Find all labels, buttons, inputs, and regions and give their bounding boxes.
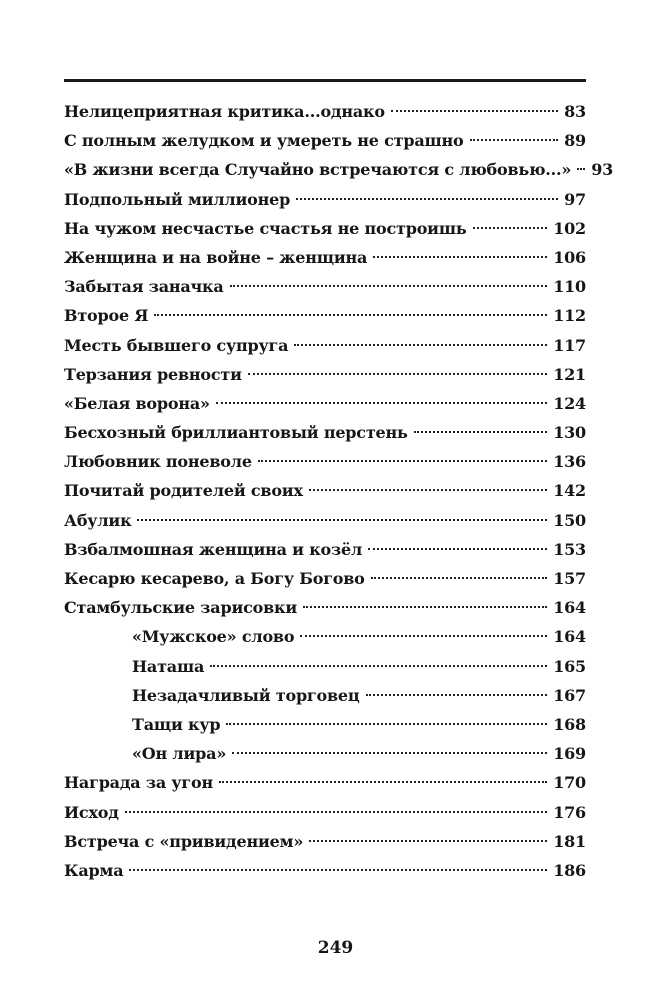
dot-leader [414, 431, 547, 433]
toc-entry [64, 418, 586, 447]
toc-entry-page: 117 [553, 335, 586, 355]
toc-entry [64, 856, 586, 885]
dot-leader [309, 840, 547, 842]
toc-entry-title: Встреча с «привидением» [64, 831, 304, 851]
toc-entry-title: Любовник поневоле [64, 452, 252, 472]
toc-entry-page: 176 [553, 802, 586, 822]
toc-entry-page: 186 [553, 860, 586, 880]
toc-entry [64, 768, 586, 797]
toc-entry [64, 593, 586, 622]
toc-entry [64, 155, 614, 184]
dot-leader [303, 606, 547, 608]
toc-entry-title: Почитай родителей своих [64, 481, 303, 501]
toc-entry [64, 185, 586, 214]
toc-entry-title: Взбалмошная женщина и козёл [64, 539, 363, 559]
dot-leader [294, 344, 547, 346]
header-rule [64, 79, 586, 82]
toc-entry-page: 121 [553, 364, 586, 384]
toc-entry-title: Награда за угон [64, 773, 214, 793]
toc-entry-title: Незадачливый торговец [132, 685, 360, 705]
toc-entry-page: 97 [564, 189, 586, 209]
dot-leader [368, 548, 547, 550]
dot-leader [371, 577, 548, 579]
dot-leader [391, 110, 558, 112]
dot-leader [248, 373, 547, 375]
toc-entry-title: Исход [64, 802, 119, 822]
toc-entry [64, 331, 586, 360]
toc-entry-title: Тащи кур [132, 714, 221, 734]
dot-leader [309, 489, 547, 491]
toc-entry-title: С полным желудком и умереть не страшно [64, 131, 464, 151]
toc-entry-title: Нелицеприятная критика...однако [64, 102, 385, 121]
toc-entry-title: Терзания ревности [64, 364, 242, 384]
dot-leader [470, 139, 559, 141]
toc-entry-title: Стамбульские зарисовки [64, 598, 298, 618]
toc-subentry [64, 739, 586, 768]
dot-leader [230, 285, 548, 287]
toc-entry-page: 112 [553, 306, 586, 326]
toc-entry-page: 165 [553, 656, 586, 676]
table-of-contents [64, 97, 614, 885]
toc-subentry [64, 622, 586, 651]
toc-entry [64, 272, 586, 301]
toc-entry-title: Абулик [64, 510, 132, 530]
dot-leader [210, 665, 547, 667]
toc-entry-title: «В жизни всегда Случайно встречаются с любовью...» [64, 160, 572, 180]
toc-entry-page: 142 [553, 481, 586, 501]
toc-entry [64, 447, 586, 476]
dot-leader [258, 460, 547, 462]
toc-entry-title: Женщина и на войне – женщина [64, 247, 368, 267]
dot-leader [473, 227, 548, 229]
toc-entry [64, 97, 586, 126]
toc-entry-page: 168 [553, 714, 586, 734]
toc-entry-page: 170 [553, 773, 586, 793]
toc-subentry [64, 681, 586, 710]
toc-entry [64, 243, 586, 272]
toc-entry [64, 535, 586, 564]
toc-entry [64, 476, 586, 505]
toc-entry-title: Бесхозный бриллиантовый перстень [64, 423, 408, 443]
dot-leader [577, 168, 585, 170]
toc-entry [64, 389, 586, 418]
toc-entry-page: 93 [591, 160, 614, 180]
toc-entry-page: 150 [553, 510, 586, 530]
toc-entry-page: 157 [553, 569, 586, 588]
toc-entry-title: Наташа [132, 656, 205, 676]
toc-entry [64, 126, 586, 155]
toc-entry [64, 798, 586, 827]
toc-entry-page: 153 [553, 539, 586, 559]
toc-entry [64, 564, 586, 593]
toc-entry-page: 124 [553, 393, 586, 413]
dot-leader [226, 723, 547, 725]
toc-entry-title: Забытая заначка [64, 277, 224, 297]
dot-leader [373, 256, 547, 258]
dot-leader [216, 402, 547, 404]
toc-subentry [64, 710, 586, 739]
toc-entry-page: 130 [553, 423, 586, 443]
dot-leader [137, 519, 547, 521]
toc-entry-page: 89 [564, 131, 586, 151]
toc-entry [64, 301, 586, 330]
toc-entry-title: Кесарю кесарево, а Богу Богово [64, 569, 365, 588]
toc-entry-title: Карма [64, 860, 124, 880]
toc-entry-page: 164 [553, 627, 586, 647]
dot-leader [219, 781, 547, 783]
toc-entry-page: 169 [553, 744, 586, 764]
toc-entry-title: «Мужское» слово [132, 627, 295, 647]
dot-leader [125, 811, 547, 813]
toc-entry-title: Подпольный миллионер [64, 189, 291, 209]
toc-entry-title: «Белая ворона» [64, 393, 210, 413]
page-number: 249 [317, 938, 354, 958]
toc-entry-title: Второе Я [64, 306, 149, 326]
toc-entry [64, 214, 586, 243]
dot-leader [296, 198, 558, 200]
toc-entry [64, 360, 586, 389]
dot-leader [366, 694, 548, 696]
toc-entry-page: 167 [553, 685, 586, 705]
toc-entry [64, 827, 586, 856]
toc-entry-title: На чужом несчастье счастья не построишь [64, 218, 467, 238]
toc-entry-page: 102 [553, 218, 586, 238]
dot-leader [232, 752, 547, 754]
toc-entry-page: 136 [553, 452, 586, 472]
toc-entry-page: 181 [553, 831, 586, 851]
dot-leader [154, 314, 547, 316]
toc-entry-title: «Он лира» [132, 744, 227, 764]
toc-entry-title: Месть бывшего супруга [64, 335, 289, 355]
toc-subentry [64, 652, 586, 681]
toc-entry [64, 506, 586, 535]
toc-entry-page: 83 [564, 102, 586, 121]
toc-entry-page: 106 [553, 247, 586, 267]
dot-leader [300, 635, 547, 637]
dot-leader [129, 869, 547, 871]
toc-entry-page: 110 [553, 277, 586, 297]
toc-entry-page: 164 [553, 598, 586, 618]
